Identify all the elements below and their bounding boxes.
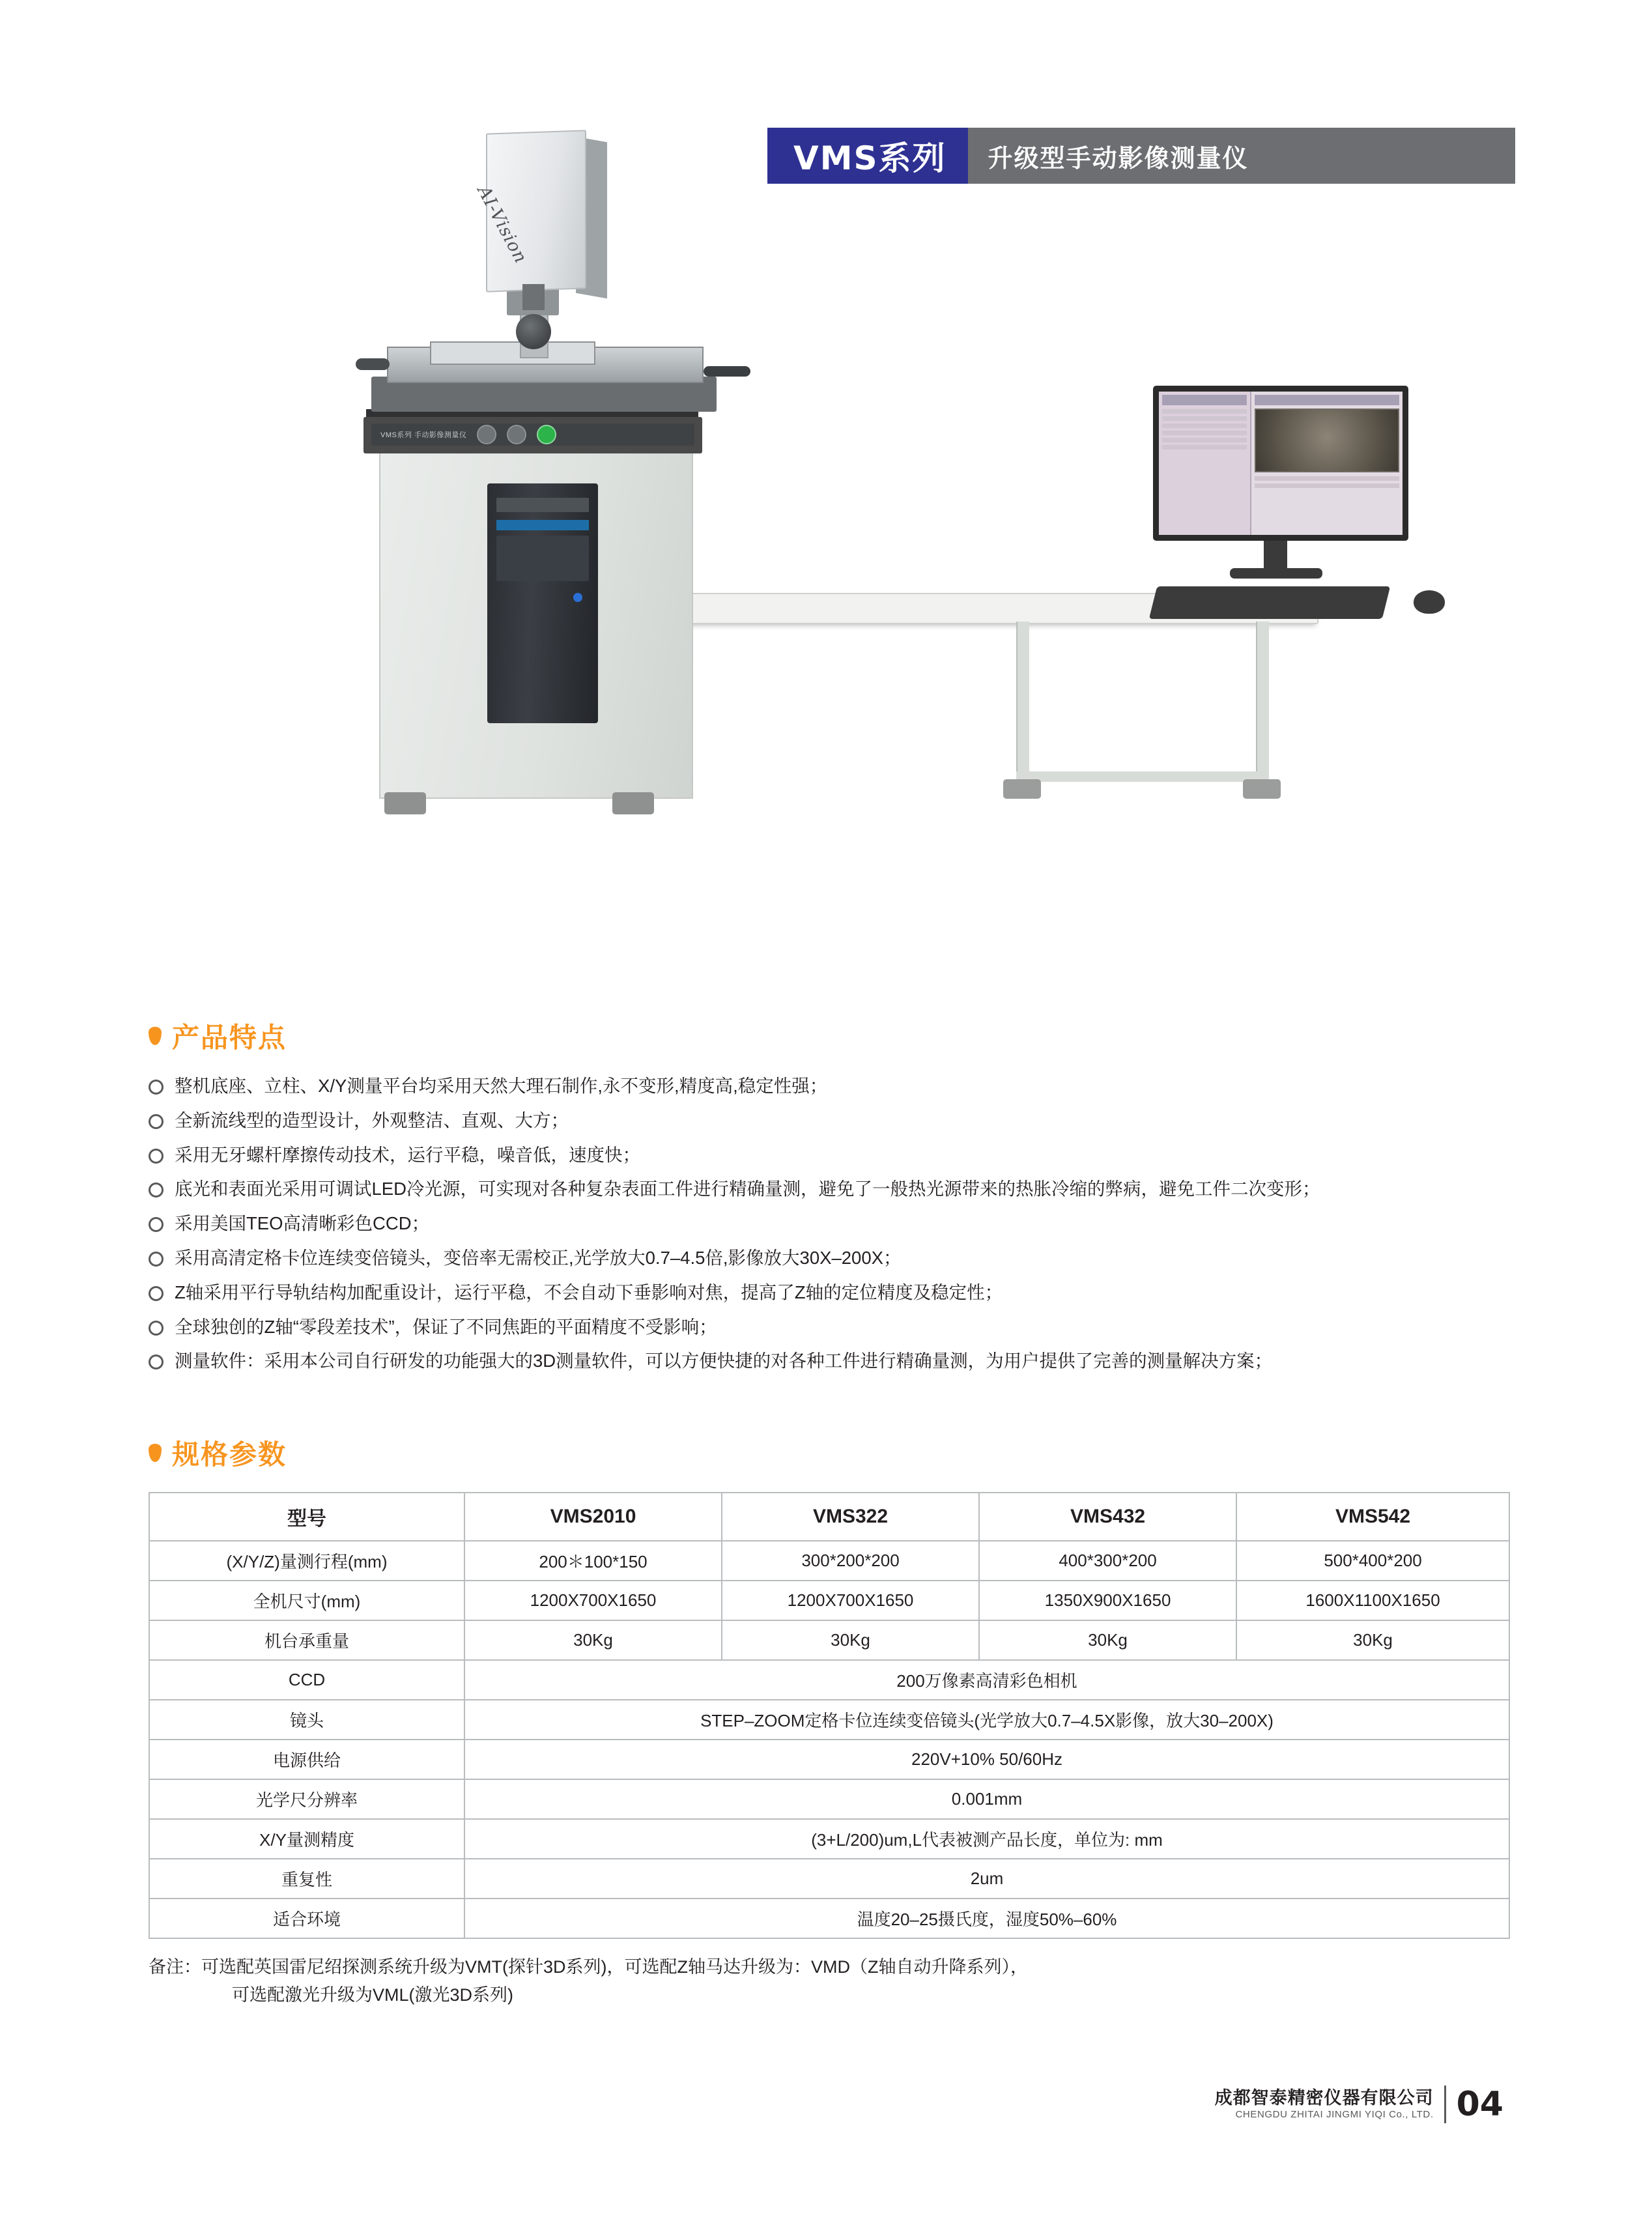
ring-bullet-icon bbox=[149, 1217, 164, 1232]
cell-value: 1200X700X1650 bbox=[722, 1581, 979, 1620]
pc-front-panel bbox=[496, 536, 589, 581]
cell-value: 400*300*200 bbox=[979, 1541, 1236, 1581]
cell-value: 温度20–25摄氏度，湿度50%–60% bbox=[464, 1899, 1509, 1938]
software-menu-bar bbox=[1255, 395, 1399, 405]
features-heading bbox=[149, 1016, 1320, 1055]
cell-value: 30Kg bbox=[722, 1620, 979, 1660]
monitor-stand-neck bbox=[1264, 541, 1287, 571]
list-item bbox=[149, 1279, 1320, 1306]
ring-bullet-icon bbox=[149, 1354, 164, 1369]
software-status-rows bbox=[1255, 476, 1399, 488]
page-footer bbox=[1215, 2085, 1503, 2124]
cell-value: 30Kg bbox=[979, 1620, 1236, 1660]
page-number: 04 bbox=[1456, 2085, 1503, 2124]
specs-heading bbox=[149, 1433, 1510, 1472]
pc-tower bbox=[487, 483, 598, 723]
product-photo bbox=[352, 182, 1303, 984]
list-item-text: 整机底座、立柱、X/Y测量平台均采用天然大理石制作,永不变形,精度高,稳定性强； bbox=[175, 1076, 828, 1096]
cell-value: 220V+10% 50/60Hz bbox=[464, 1740, 1509, 1779]
list-item bbox=[149, 1244, 1320, 1272]
cabinet-foot-left bbox=[384, 792, 426, 814]
list-item bbox=[149, 1347, 1320, 1375]
list-item bbox=[1255, 483, 1399, 488]
row-label: 光学尺分辨率 bbox=[149, 1779, 464, 1819]
power-button-icon bbox=[537, 425, 556, 444]
ring-bullet-icon bbox=[149, 1149, 164, 1164]
software-toolbar bbox=[1162, 395, 1247, 405]
table-row bbox=[149, 1620, 1509, 1660]
software-right-pane bbox=[1251, 392, 1403, 535]
focus-knob-icon bbox=[516, 314, 551, 349]
cell-value: 30Kg bbox=[464, 1620, 722, 1660]
row-label: X/Y量测精度 bbox=[149, 1819, 464, 1859]
list-item-text: 测量软件：采用本公司自行研发的功能强大的3D测量软件，可以方便快捷的对各种工件进行精确量测，为用户提供了完善的测量解决方案； bbox=[175, 1351, 1273, 1371]
list-item bbox=[1162, 431, 1247, 435]
ring-bullet-icon bbox=[149, 1182, 164, 1197]
list-item bbox=[1162, 445, 1247, 450]
power-led-icon bbox=[573, 593, 582, 602]
list-item-text: Z轴采用平行导轨结构加配重设计，运行平稳，不会自动下垂影响对焦，提高了Z轴的定位精度及稳定性； bbox=[175, 1282, 1003, 1302]
table-row bbox=[149, 1660, 1509, 1700]
control-panel-label: VMS系列 手动影像测量仪 bbox=[380, 431, 467, 439]
cell-value: 2um bbox=[464, 1859, 1509, 1899]
stage-handle-left bbox=[356, 358, 390, 370]
cabinet-foot-right bbox=[612, 792, 654, 814]
company-block bbox=[1215, 2087, 1434, 2121]
remark-line-1: 备注：可选配英国雷尼绍探测系统升级为VMT(探针3D系列)，可选配Z轴马达升级为：VMD（Z轴自动升降系列）， bbox=[149, 1957, 1028, 1977]
table-header-row bbox=[149, 1493, 1509, 1541]
list-item-text: 采用美国TEO高清晰彩色CCD； bbox=[175, 1213, 430, 1234]
list-item-text: 采用高清定格卡位连续变倍镜头，变倍率无需校正,光学放大0.7–4.5倍,影像放大30X–200X； bbox=[175, 1247, 902, 1268]
measurement-preview-image bbox=[1255, 408, 1399, 472]
pc-badge-strip bbox=[496, 520, 589, 530]
ring-bullet-icon bbox=[149, 1286, 164, 1301]
column-header-vms322: VMS322 bbox=[722, 1493, 979, 1541]
droplet-icon bbox=[149, 1444, 162, 1462]
mouse bbox=[1414, 590, 1445, 614]
desk-foot-right bbox=[1243, 779, 1281, 799]
row-label: CCD bbox=[149, 1660, 464, 1700]
software-data-list bbox=[1162, 409, 1247, 450]
specifications-table bbox=[149, 1492, 1510, 1939]
row-label: (X/Y/Z)量测行程(mm) bbox=[149, 1541, 464, 1581]
ring-bullet-icon bbox=[149, 1114, 164, 1129]
list-item bbox=[1162, 438, 1247, 442]
features-heading-text: 产品特点 bbox=[172, 1022, 287, 1053]
list-item bbox=[149, 1175, 1320, 1203]
cell-value: 1600X1100X1650 bbox=[1236, 1581, 1509, 1620]
table-row bbox=[149, 1740, 1509, 1779]
pc-drive-bay bbox=[496, 498, 589, 512]
desk-foot-left bbox=[1003, 779, 1041, 799]
list-item-text: 底光和表面光采用可调试LED冷光源，可实现对各种复杂表面工件进行精确量测，避免了一般热光源带来的热胀冷缩的弊病，避免工件二次变形； bbox=[175, 1179, 1320, 1199]
column-header-vms432: VMS432 bbox=[979, 1493, 1236, 1541]
cell-value: 1200X700X1650 bbox=[464, 1581, 722, 1620]
ring-bullet-icon bbox=[149, 1321, 164, 1336]
desk-leg-left bbox=[1016, 622, 1029, 784]
cell-value: 0.001mm bbox=[464, 1779, 1509, 1819]
column-header-vms2010: VMS2010 bbox=[464, 1493, 722, 1541]
banner-subtitle: 升级型手动影像测量仪 bbox=[968, 128, 1515, 184]
column-header-model: 型号 bbox=[149, 1493, 464, 1541]
droplet-icon bbox=[149, 1027, 162, 1045]
table-row bbox=[149, 1581, 1509, 1620]
list-item-text: 全球独创的Z轴“零段差技术”，保证了不同焦距的平面精度不受影响； bbox=[175, 1316, 717, 1337]
row-label: 重复性 bbox=[149, 1859, 464, 1899]
company-name-cn: 成都智泰精密仪器有限公司 bbox=[1214, 2088, 1434, 2108]
control-panel bbox=[371, 423, 694, 446]
table-row bbox=[149, 1859, 1509, 1899]
cell-value: 500*400*200 bbox=[1236, 1541, 1509, 1581]
monitor bbox=[1153, 386, 1408, 541]
row-label: 电源供给 bbox=[149, 1740, 464, 1779]
list-item bbox=[149, 1141, 1320, 1169]
table-row bbox=[149, 1819, 1509, 1859]
company-name-en: CHENGDU ZHITAI JINGMI YIQI Co., LTD. bbox=[1235, 2109, 1434, 2121]
specs-heading-text: 规格参数 bbox=[172, 1439, 287, 1470]
remark-line-2: 可选配激光升级为VML(激光3D系列) bbox=[232, 1985, 514, 2005]
monitor-stand-base bbox=[1230, 568, 1322, 579]
ring-bullet-icon bbox=[149, 1080, 164, 1095]
specifications-section bbox=[149, 1433, 1510, 2009]
list-item bbox=[149, 1210, 1320, 1237]
desk-leg-right bbox=[1256, 622, 1269, 784]
list-item-text: 采用无牙螺杆摩擦传动技术，运行平稳，噪音低，速度快； bbox=[175, 1144, 640, 1165]
stage-handle-right bbox=[704, 366, 750, 377]
machine-logo: AI-Vision bbox=[473, 182, 532, 267]
cell-value: STEP–ZOOM定格卡位连续变倍镜头(光学放大0.7–4.5X影像，放大30–200X) bbox=[464, 1700, 1509, 1740]
row-label: 机台承重量 bbox=[149, 1620, 464, 1660]
remark-block bbox=[149, 1953, 1510, 2009]
cell-value: 30Kg bbox=[1236, 1620, 1509, 1660]
ring-bullet-icon bbox=[149, 1252, 164, 1267]
row-label: 全机尺寸(mm) bbox=[149, 1581, 464, 1620]
header-banner bbox=[767, 128, 1515, 184]
cell-value: 1350X900X1650 bbox=[979, 1581, 1236, 1620]
list-item-text: 全新流线型的造型设计，外观整洁、直观、大方； bbox=[175, 1110, 569, 1130]
features-section bbox=[149, 1016, 1320, 1385]
footer-divider bbox=[1444, 2086, 1446, 2123]
list-item bbox=[1162, 423, 1247, 428]
list-item bbox=[149, 1313, 1320, 1341]
list-item bbox=[1162, 409, 1247, 414]
lens-barrel bbox=[522, 284, 545, 310]
table-row bbox=[149, 1899, 1509, 1938]
column-header-vms542: VMS542 bbox=[1236, 1493, 1509, 1541]
cell-value: 200＊100*150 bbox=[464, 1541, 722, 1581]
software-left-pane bbox=[1159, 392, 1251, 535]
keyboard bbox=[1149, 586, 1390, 619]
stage-glass-window bbox=[430, 341, 595, 365]
list-item bbox=[1255, 476, 1399, 481]
desk-crossbar bbox=[1016, 771, 1268, 782]
list-item bbox=[1162, 416, 1247, 421]
table-row bbox=[149, 1541, 1509, 1581]
row-label: 适合环境 bbox=[149, 1899, 464, 1938]
features-list bbox=[149, 1072, 1320, 1375]
cell-value: 200万像素高清彩色相机 bbox=[464, 1660, 1509, 1700]
list-item bbox=[149, 1072, 1320, 1100]
row-label: 镜头 bbox=[149, 1700, 464, 1740]
cell-value: (3+L/200)um,L代表被测产品长度，单位为: mm bbox=[464, 1819, 1509, 1859]
control-knob-icon bbox=[477, 425, 496, 444]
monitor-screen bbox=[1159, 392, 1403, 535]
list-item bbox=[149, 1107, 1320, 1134]
table-row bbox=[149, 1700, 1509, 1740]
table-row bbox=[149, 1779, 1509, 1819]
cell-value: 300*200*200 bbox=[722, 1541, 979, 1581]
control-knob-icon bbox=[507, 425, 526, 444]
banner-series-title: VMS系列 bbox=[767, 128, 968, 184]
